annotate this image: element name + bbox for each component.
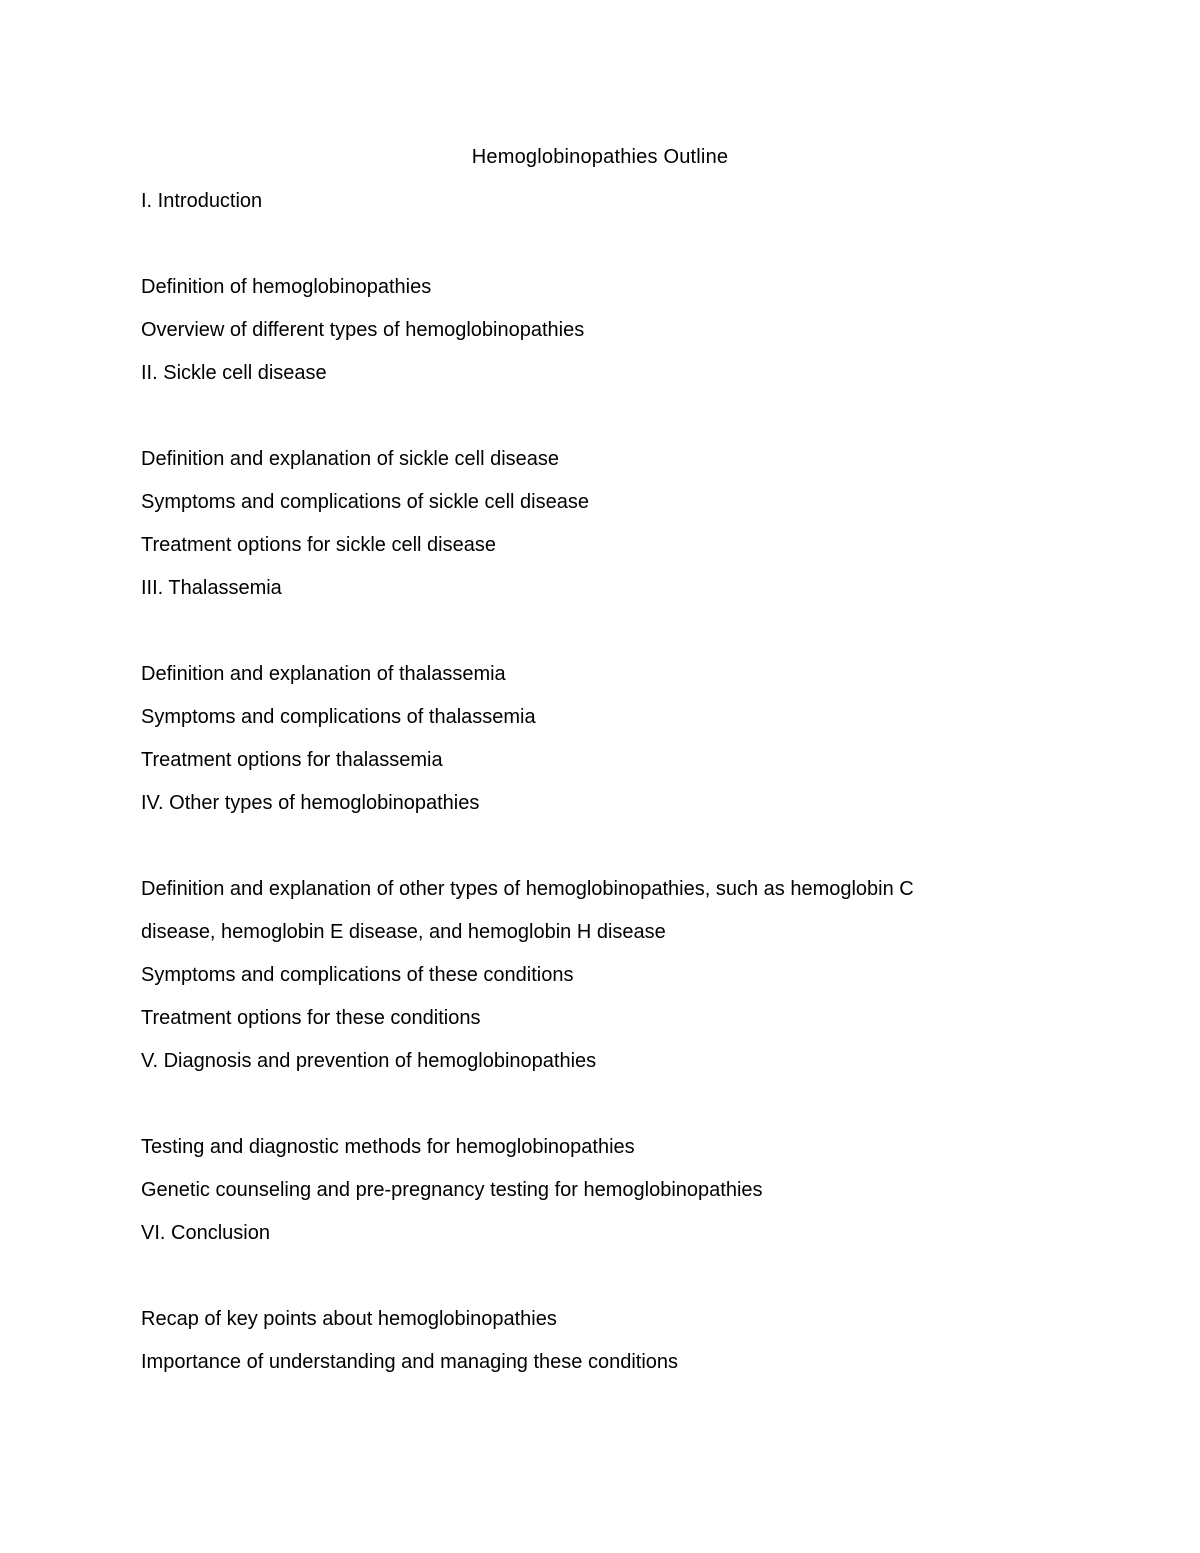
outline-item: Genetic counseling and pre-pregnancy testing for hemoglobinopathies — [141, 1179, 763, 1201]
outline-item: Definition and explanation of thalassemia — [141, 663, 506, 685]
section-heading-thalassemia: III. Thalassemia — [141, 577, 282, 599]
outline-item: Recap of key points about hemoglobinopathies — [141, 1308, 557, 1330]
outline-item: Testing and diagnostic methods for hemoglobinopathies — [141, 1136, 635, 1158]
section-heading-other-types: IV. Other types of hemoglobinopathies — [141, 792, 480, 814]
section-heading-sickle-cell: II. Sickle cell disease — [141, 362, 327, 384]
outline-item: Definition and explanation of sickle cell disease — [141, 448, 560, 470]
outline-item: Importance of understanding and managing these conditions — [141, 1351, 679, 1373]
outline-item: Overview of different types of hemoglobinopathies — [141, 319, 585, 341]
outline-item-continuation: disease, hemoglobin E disease, and hemoglobin H disease — [141, 921, 666, 943]
outline-item: Symptoms and complications of these conditions — [141, 964, 574, 986]
document-title: Hemoglobinopathies Outline — [471, 146, 729, 168]
outline-item: Treatment options for these conditions — [141, 1007, 481, 1029]
section-heading-introduction: I. Introduction — [141, 190, 263, 212]
section-heading-conclusion: VI. Conclusion — [141, 1222, 270, 1244]
outline-item: Symptoms and complications of thalassemia — [141, 706, 536, 728]
outline-item: Definition of hemoglobinopathies — [141, 276, 432, 298]
outline-item: Treatment options for thalassemia — [141, 749, 443, 771]
section-heading-diagnosis: V. Diagnosis and prevention of hemoglobinopathies — [141, 1050, 597, 1072]
outline-item: Definition and explanation of other types of hemoglobinopathies, such as hemoglobin C — [141, 878, 914, 900]
outline-item: Treatment options for sickle cell disease — [141, 534, 496, 556]
outline-item: Symptoms and complications of sickle cell disease — [141, 491, 589, 513]
